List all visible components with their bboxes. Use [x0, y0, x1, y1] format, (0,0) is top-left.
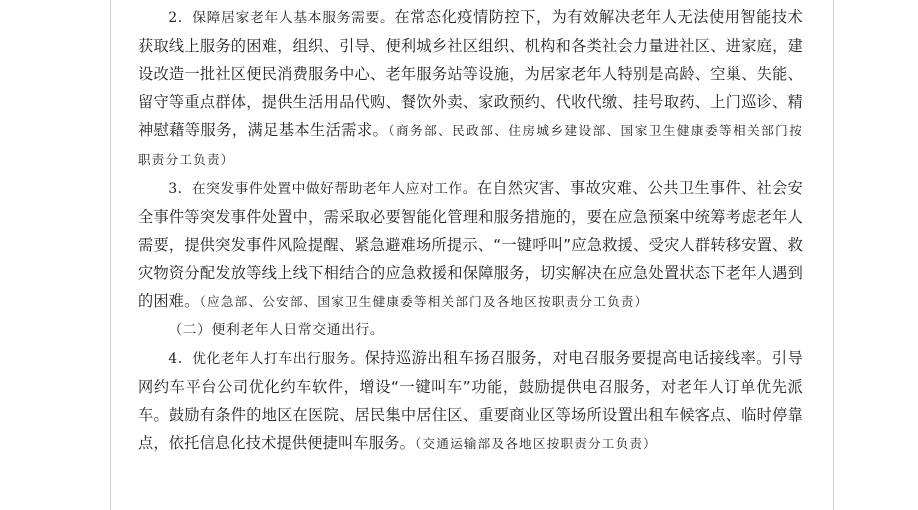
paragraph-item-2 [138, 3, 803, 174]
item-4-heading: 4．优化老年人打车出行服务。 [168, 351, 365, 367]
document-content [138, 3, 803, 458]
paragraph-item-3 [138, 174, 803, 316]
item-2-responsible: （商务部、民政部、住房城乡建设部、国家卫生健康委等相关部门按职责分工负责） [138, 123, 804, 167]
section-heading: （二）便利老年人日常交通出行。 [168, 322, 385, 338]
item-3-heading: 3．在突发事件处置中做好帮助老年人应对工作。 [168, 181, 477, 197]
item-3-responsible: （应急部、公安部、国家卫生健康委等相关部门及各地区按职责分工负责） [199, 294, 649, 309]
item-2-heading: 2．保障居家老年人基本服务需要。 [168, 10, 395, 26]
item-3-body: 在自然灾害、事故灾难、公共卫生事件、社会安全事件等突发事件处置中，需采取必要智能化管理和服务措施的，要在应急预案中统筹考虑老年人需要，提供突发事件风险提醒、紧急避难场所提示、“一键呼叫”应急救援、受灾人群转移安置、救灾物资分配发放等线上线下相结合的应急救援和保障服务，切实解决在应急处置状态下老年人遇到的困难。 [138, 179, 803, 310]
item-2-body: 在常态化疫情防控下，为有效解决老年人无法使用智能技术获取线上服务的困难，组织、引导、便利城乡社区组织、机构和各类社会力量进社区、进家庭，建设改造一批社区便民消费服务中心、老年服务站等设施，为居家老年人特别是高龄、空巢、失能、留守等重点群体，提供生活用品代购、餐饮外卖、家政预约、代收代缴、挂号取药、上门巡诊、精神慰藉等服务，满足基本生活需求。 [138, 8, 804, 139]
item-4-responsible: （交通运输部及各地区按职责分工负责） [414, 436, 657, 451]
paragraph-item-4 [138, 344, 803, 458]
item-4-body: 保持巡游出租车扬召服务，对电召服务要提高电话接线率。引导网约车平台公司优化约车软件，增设“一键叫车”功能，鼓励提供电召服务，对老年人订单优先派车。鼓励有条件的地区在医院、居民集中居住区、重要商业区等场所设置出租车候客点、临时停靠点，依托信息化技术提供便捷叫车服务。 [138, 349, 803, 452]
